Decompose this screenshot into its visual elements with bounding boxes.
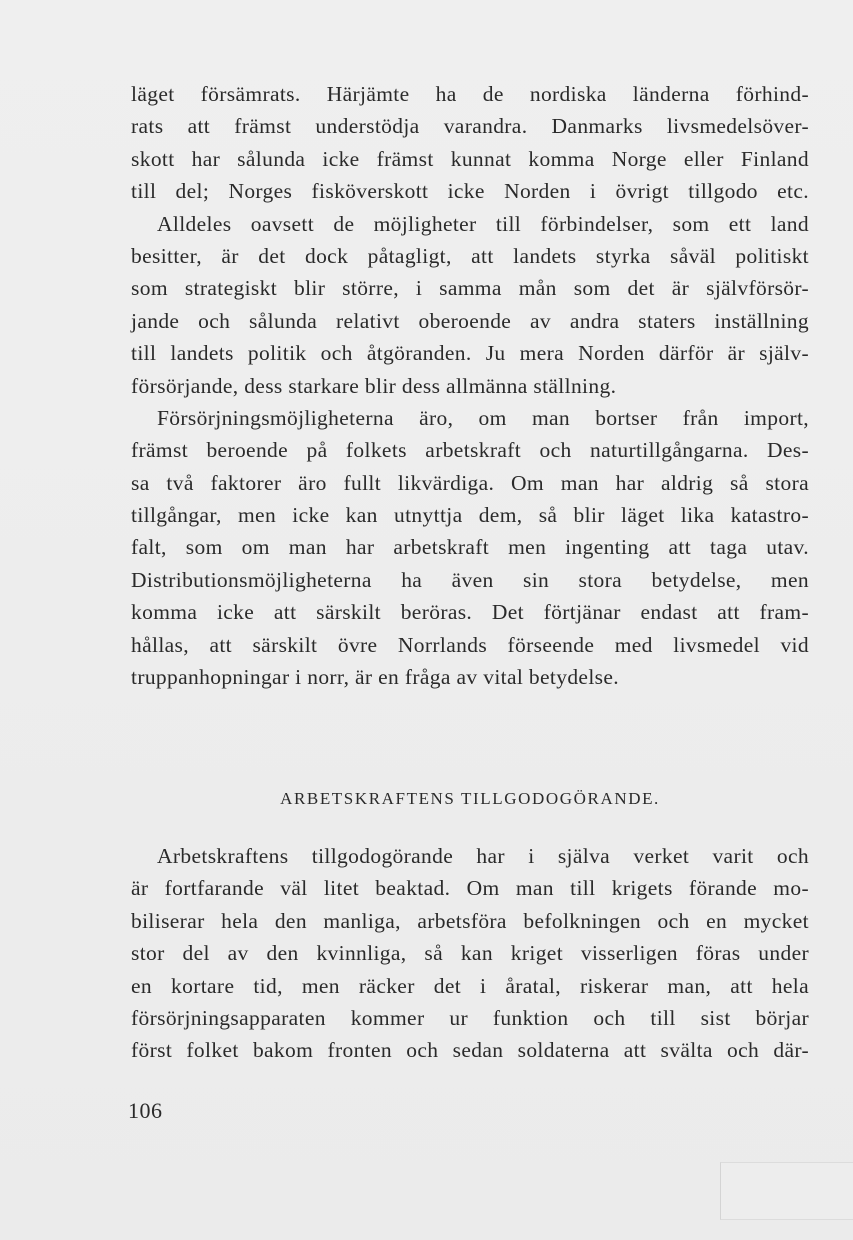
text-line: hållas, att särskilt övre Norrlands förseende med livsmedel vid (131, 632, 809, 657)
text-line: sa två faktorer äro fullt likvärdiga. Om man har aldrig så stora (131, 470, 809, 495)
text-line: Alldeles oavsett de möjligheter till förbindelser, som ett land (157, 211, 809, 236)
text-line: besitter, är det dock påtagligt, att landets styrka såväl politiskt (131, 243, 809, 268)
text-line: falt, som om man har arbetskraft men ingenting att taga utav. (131, 535, 809, 560)
text-line: som strategiskt blir större, i samma mån som det är självförsör- (131, 276, 809, 301)
body-text-bottom (131, 840, 809, 1067)
text-line: Distributionsmöjligheterna ha även sin stora betydelse, men (131, 567, 809, 592)
text-line: till del; Norges fisköverskott icke Norden i övrigt tillgodo etc. (131, 179, 809, 204)
text-line: Försörjningsmöjligheterna äro, om man bortser från import, (157, 405, 809, 430)
section-heading: ARBETSKRAFTENS TILLGODOGÖRANDE. (280, 789, 660, 808)
scan-edge-mark (720, 1162, 853, 1220)
text-line: främst beroende på folkets arbetskraft och naturtillgångarna. Des- (131, 438, 809, 463)
page-number: 106 (128, 1098, 163, 1123)
text-line: skott har sålunda icke främst kunnat komma Norge eller Finland (131, 146, 809, 171)
text-line: en kortare tid, men räcker det i åratal, riskerar man, att hela (131, 973, 809, 998)
text-line: komma icke att särskilt beröras. Det förtjänar endast att fram- (131, 600, 809, 625)
text-line: läget försämrats. Härjämte ha de nordiska länderna förhind- (131, 82, 809, 106)
text-line: försörjningsapparaten kommer ur funktion och till sist börjar (131, 1005, 809, 1030)
text-line: till landets politik och åtgöranden. Ju mera Norden därför är själv- (131, 341, 809, 366)
text-line: först folket bakom fronten och sedan soldaterna att svälta och där- (131, 1038, 809, 1063)
text-line: tillgångar, men icke kan utnyttja dem, så blir läget lika katastro- (131, 503, 809, 528)
text-line: truppanhopningar i norr, är en fråga av vital betydelse. (131, 665, 619, 690)
text-line: biliserar hela den manliga, arbetsföra befolkningen och en mycket (131, 908, 809, 933)
text-line: rats att främst understödja varandra. Danmarks livsmedelsöver- (131, 114, 809, 139)
text-line: Arbetskraftens tillgodogörande har i själva verket varit och (157, 844, 809, 868)
text-line: försörjande, dess starkare blir dess allmänna ställning. (131, 373, 617, 398)
body-text-top (131, 78, 809, 693)
text-line: stor del av den kvinnliga, så kan kriget visserligen föras under (131, 941, 809, 966)
text-line: jande och sålunda relativt oberoende av andra staters inställning (131, 308, 809, 333)
text-line: är fortfarande väl litet beaktad. Om man till krigets förande mo- (131, 876, 809, 901)
